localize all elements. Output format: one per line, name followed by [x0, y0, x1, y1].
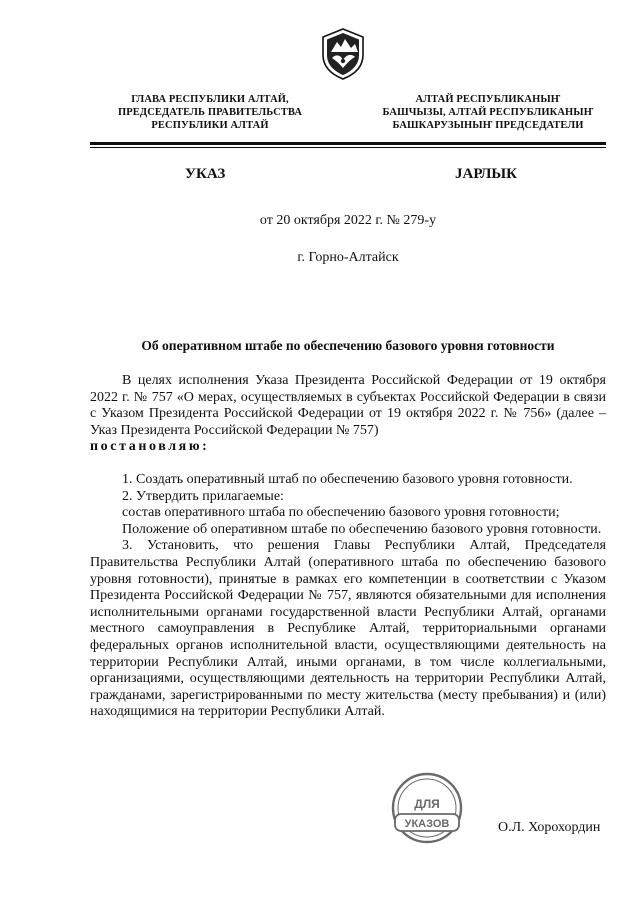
decree-word: постановляю: — [90, 439, 210, 455]
issuer-header-alt — [368, 93, 608, 132]
issuer-header-line: БАШЧЫЗЫ, АЛТАЙ РЕСПУБЛИКАНЫҤ — [382, 107, 594, 118]
decree-city: г. Горно-Алтайск — [297, 250, 399, 265]
item-paragraph: 3. Установить, что решения Главы Республики Алтай, Председателя Правительства Республики Алтай (оперативного штаба по обеспечению базового уровня готовности), принятые в рамках его компетенции в соответствии с Указом Президента Российской Федерации № 757, являются обязательными для исполнения исполнительными органами государственной власти Республики Алтай, органами местного самоуправления в Республике Алтай, территориальными органами федеральных органов исполнительной власти, осуществляющими деятельность на территории Республики Алтай, иными органами, в том числе коллегиальными, организациями, осуществляющими деятельность на территории Республики Алтай, гражданами, зарегистрированными по месту жительства (месту пребывания) и (или) находящимися на территории Республики Алтай. — [90, 538, 606, 720]
header-divider-thin — [90, 147, 606, 148]
preamble-paragraph — [90, 373, 606, 456]
issuer-header-line: РЕСПУБЛИКИ АЛТАЙ — [151, 120, 269, 131]
issuer-header-line: БАШКАРУЗЫНЫҤ ПРЕДСЕДАТЕЛИ — [392, 120, 584, 131]
issuer-header-line: АЛТАЙ РЕСПУБЛИКАНЫҤ — [415, 94, 561, 105]
decree-body — [90, 373, 606, 721]
header-divider-thick — [90, 142, 606, 145]
issuer-header-ru — [90, 93, 330, 132]
issuer-header-line: ГЛАВА РЕСПУБЛИКИ АЛТАЙ, — [131, 94, 289, 105]
doc-kind-alt: JАРЛЫК — [455, 166, 518, 182]
altai-republic-emblem-icon — [320, 28, 366, 80]
item-paragraph: 1. Создать оперативный штаб по обеспечению базового уровня готовности. — [122, 471, 573, 487]
decree-dateline: от 20 октября 2022 г. № 279-у — [259, 213, 437, 228]
preamble-text: В целях исполнения Указа Президента Российской Федерации от 19 октября 2022 г. № 757 «О мерах, осуществляемых в субъектах Российской Федерации в связи с Указом Президента Российской Федерации от 19 октября 2022 г. № 756» (далее – Указ Президента Российской Федерации № 757) — [90, 373, 606, 438]
item-paragraph: состав оперативного штаба по обеспечению базового уровня готовности; — [122, 505, 560, 521]
doc-kind-ru: УКАЗ — [185, 166, 226, 182]
signatory-name: О.Л. Хорохордин — [498, 820, 601, 835]
stamp-line1: ДЛЯ — [414, 797, 440, 811]
stamp-for-decrees — [382, 772, 472, 844]
issuer-header-line: ПРЕДСЕДАТЕЛЬ ПРАВИТЕЛЬСТВА — [117, 107, 302, 118]
decree-title: Об оперативном штабе по обеспечению базового уровня готовности — [141, 338, 555, 353]
stamp-line2: УКАЗОВ — [404, 818, 450, 830]
item-paragraph: Положение об оперативном штабе по обеспечению базового уровня готовности. — [122, 521, 602, 537]
item-paragraph: 2. Утвердить прилагаемые: — [122, 488, 284, 504]
